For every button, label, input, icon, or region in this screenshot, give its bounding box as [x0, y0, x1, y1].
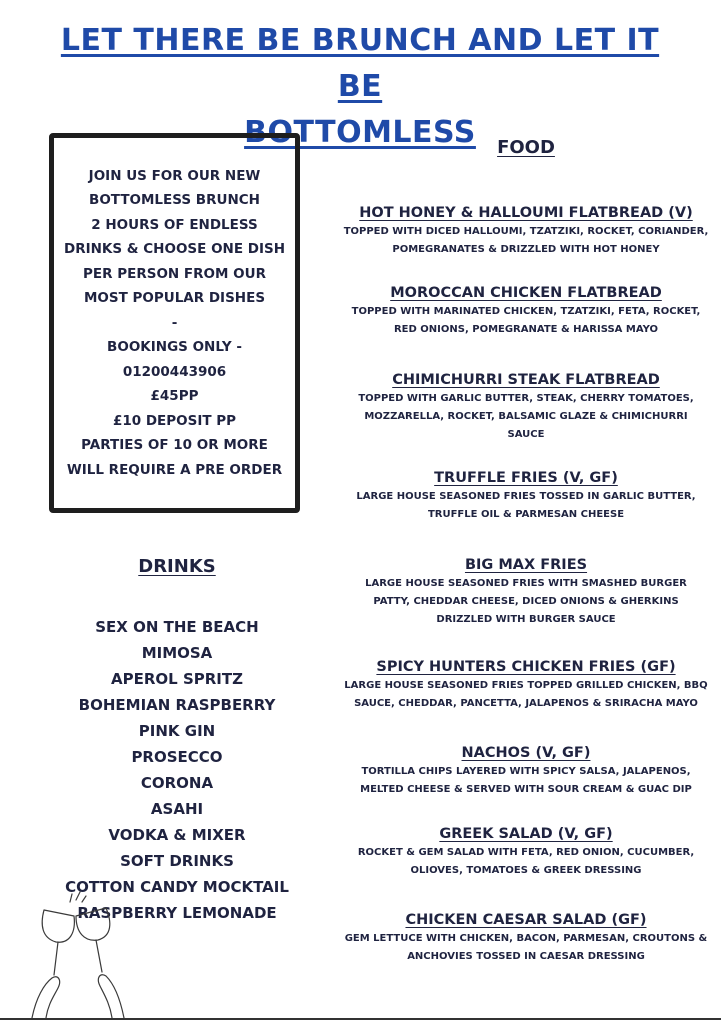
info-line: PER PERSON FROM OUR: [83, 265, 266, 282]
dish-name: TRUFFLE FRIES (V, GF): [434, 470, 618, 486]
dish-desc: GEM LETTUCE WITH CHICKEN, BACON, PARMESAN, CROUTONS &: [344, 933, 708, 944]
dish-desc: MELTED CHEESE & SERVED WITH SOUR CREAM & GUAC DIP: [360, 784, 692, 795]
dish-desc: TRUFFLE OIL & PARMESAN CHEESE: [427, 509, 625, 520]
info-line: 2 HOURS OF ENDLESS: [91, 216, 258, 233]
info-line: -: [171, 314, 178, 331]
clinking-glasses-icon: [14, 880, 144, 1020]
menu-item: [340, 203, 712, 259]
dish-name: GREEK SALAD (V, GF): [439, 826, 613, 842]
info-line: WILL REQUIRE A PRE ORDER: [66, 461, 283, 478]
info-line: MOST POPULAR DISHES: [83, 290, 266, 307]
dish-desc: LARGE HOUSE SEASONED FRIES WITH SMASHED BURGER: [365, 578, 687, 589]
list-item: SEX ON THE BEACH: [95, 618, 259, 636]
dish-desc: ROCKET & GEM SALAD WITH FETA, RED ONION, CUCUMBER,: [357, 847, 695, 858]
dish-desc: LARGE HOUSE SEASONED FRIES TOPPED GRILLED CHICKEN, BBQ: [344, 680, 708, 691]
dish-name: BIG MAX FRIES: [464, 557, 588, 573]
menu-item: [340, 468, 712, 524]
dish-desc: RED ONIONS, POMEGRANATE & HARISSA MAYO: [393, 324, 658, 335]
dish-desc: TOPPED WITH DICED HALLOUMI, TZATZIKI, ROCKET, CORIANDER,: [343, 226, 709, 237]
menu-item: [340, 743, 712, 799]
list-item: RASPBERRY LEMONADE: [77, 904, 277, 922]
dish-desc: OLIOVES, TOMATOES & GREEK DRESSING: [410, 865, 642, 876]
list-item: PINK GIN: [138, 722, 216, 740]
info-line: BOTTOMLESS BRUNCH: [89, 192, 260, 209]
dish-desc: POMEGRANATES & DRIZZLED WITH HOT HONEY: [392, 244, 660, 255]
title-line-2: BOTTOMLESS: [244, 115, 476, 150]
menu-item: [340, 370, 712, 444]
info-box: [49, 133, 300, 513]
dish-desc: MOZZARELLA, ROCKET, BALSAMIC GLAZE & CHIMICHURRI: [364, 411, 688, 422]
dish-name: MOROCCAN CHICKEN FLATBREAD: [390, 285, 662, 301]
dish-desc: PATTY, CHEDDAR CHEESE, DICED ONIONS & GHERKINS: [373, 596, 679, 607]
dish-desc: TORTILLA CHIPS LAYERED WITH SPICY SALSA, JALAPENOS,: [361, 766, 691, 777]
food-heading: FOOD: [497, 137, 555, 158]
deposit: £10 DEPOSIT PP: [112, 412, 237, 429]
info-line: DRINKS & CHOOSE ONE DISH: [63, 241, 286, 258]
list-item: MIMOSA: [141, 644, 213, 662]
dish-desc: ANCHOVIES TOSSED IN CAESAR DRESSING: [407, 951, 645, 962]
dish-name: CHICKEN CAESAR SALAD (GF): [405, 912, 647, 928]
info-line: PARTIES OF 10 OR MORE: [81, 437, 268, 454]
dish-desc: TOPPED WITH GARLIC BUTTER, STEAK, CHERRY TOMATOES,: [358, 393, 694, 404]
menu-item: [340, 910, 712, 966]
menu-item: [340, 555, 712, 629]
dish-desc: SAUCE: [507, 429, 545, 440]
drinks-heading: DRINKS: [138, 556, 216, 577]
divider: [0, 1018, 721, 1020]
menu-item: [340, 824, 712, 880]
menu-item: [340, 283, 712, 339]
list-item: VODKA & MIXER: [108, 826, 246, 844]
dish-desc: LARGE HOUSE SEASONED FRIES TOSSED IN GARLIC BUTTER,: [356, 491, 696, 502]
dish-desc: DRIZZLED WITH BURGER SAUCE: [436, 614, 616, 625]
title-line-1: LET THERE BE BRUNCH AND LET IT BE: [60, 23, 660, 104]
dish-name: CHIMICHURRI STEAK FLATBREAD: [392, 372, 660, 388]
dish-name: SPICY HUNTERS CHICKEN FRIES (GF): [376, 659, 676, 675]
price: £45PP: [150, 388, 199, 405]
list-item: CORONA: [140, 774, 214, 792]
list-item: BOHEMIAN RASPBERRY: [78, 696, 276, 714]
dish-desc: TOPPED WITH MARINATED CHICKEN, TZATZIKI, FETA, ROCKET,: [351, 306, 701, 317]
list-item: PROSECCO: [131, 748, 223, 766]
list-item: COTTON CANDY MOCKTAIL: [65, 878, 289, 896]
dish-name: NACHOS (V, GF): [461, 745, 591, 761]
dish-desc: SAUCE, CHEDDAR, PANCETTA, JALAPENOS & SRIRACHA MAYO: [354, 698, 698, 709]
menu-item: [340, 657, 712, 713]
list-item: SOFT DRINKS: [120, 852, 234, 870]
list-item: ASAHI: [150, 800, 204, 818]
dish-name: HOT HONEY & HALLOUMI FLATBREAD (V): [359, 205, 693, 221]
info-line: JOIN US FOR OUR NEW: [88, 167, 261, 184]
list-item: APEROL SPRITZ: [111, 670, 243, 688]
phone-number: 01200443906: [122, 363, 227, 380]
info-line: BOOKINGS ONLY -: [107, 339, 242, 356]
